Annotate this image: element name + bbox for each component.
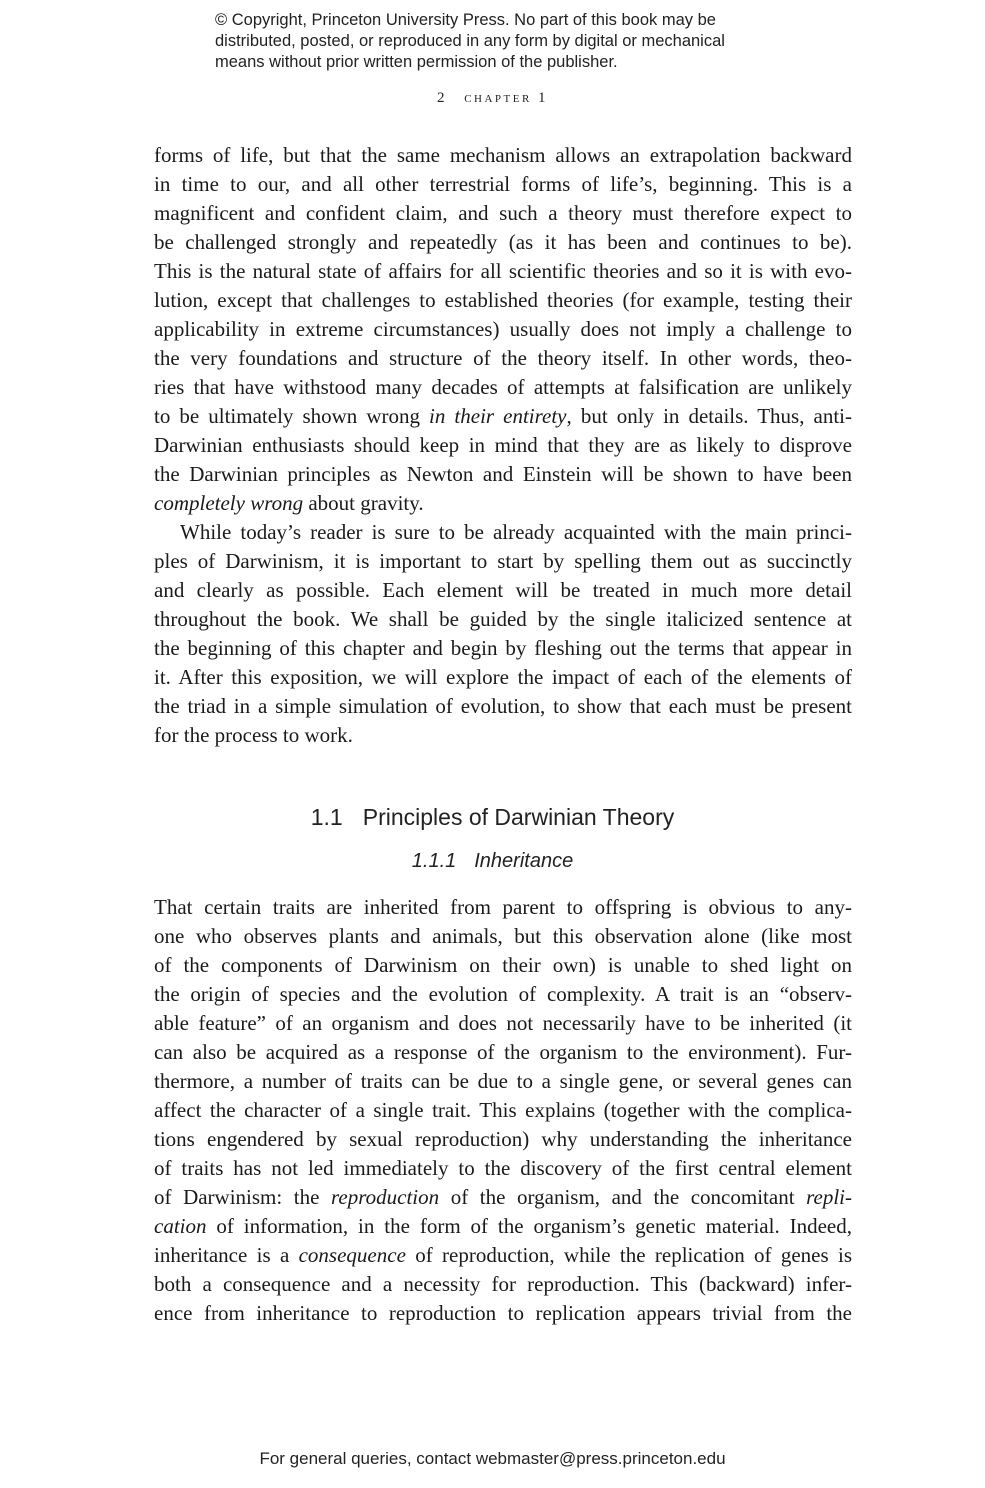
text-line bbox=[154, 1241, 852, 1270]
text-line: the very foundations and structure of the theory itself. In other words, theo- bbox=[154, 346, 852, 370]
copyright-notice bbox=[215, 10, 835, 73]
text-line: it. After this exposition, we will explore the impact of each of the elements of bbox=[154, 665, 852, 689]
text-line: affect the character of a single trait. This explains (together with the complica- bbox=[154, 1098, 852, 1122]
text-run: of the organism, and the concomitant bbox=[439, 1185, 807, 1209]
italic-text: cation bbox=[154, 1214, 207, 1238]
italic-text: reproduction bbox=[331, 1185, 440, 1209]
page-number: 2 bbox=[436, 90, 445, 106]
text-line: of the components of Darwinism on their own) is unable to shed light on bbox=[154, 953, 852, 977]
text-line: both a consequence and a necessity for reproduction. This (backward) infer- bbox=[154, 1272, 852, 1296]
text-line: ence from inheritance to reproduction to replication appears trivial from the bbox=[154, 1301, 852, 1325]
section-number: 1.1 bbox=[310, 804, 343, 830]
italic-text: completely wrong bbox=[154, 491, 304, 515]
text-line: and clearly as possible. Each element will be treated in much more detail bbox=[154, 578, 852, 602]
text-line: able feature” of an organism and does not necessarily have to be inherited (it bbox=[154, 1011, 852, 1035]
text-line: for the process to work. bbox=[154, 723, 353, 747]
text-line: the origin of species and the evolution of complexity. A trait is an “observ- bbox=[154, 982, 852, 1006]
text-line: Darwinian enthusiasts should keep in mind that they are as likely to disprove bbox=[154, 433, 852, 457]
text-line: lution, except that challenges to established theories (for example, testing their bbox=[154, 288, 852, 312]
paragraph bbox=[154, 141, 852, 518]
text-line: throughout the book. We shall be guided by the single italicized sentence at bbox=[154, 607, 852, 631]
italic-text: in their entirety bbox=[429, 404, 567, 428]
text-line: This is the natural state of affairs for all scientific theories and so it is with evo- bbox=[154, 259, 852, 283]
text-line: ries that have withstood many decades of attempts at falsification are unlikely bbox=[154, 375, 852, 399]
italic-text: repli- bbox=[806, 1185, 852, 1209]
chapter-label: chapter 1 bbox=[464, 90, 549, 106]
text-line: applicability in extreme circumstances) usually does not imply a challenge to bbox=[154, 317, 852, 341]
text-run: about gravity. bbox=[303, 491, 424, 515]
text-line: of traits has not led immediately to the discovery of the first central element bbox=[154, 1156, 852, 1180]
copyright-line: means without prior written permission of the publisher. bbox=[215, 53, 618, 71]
section-heading bbox=[0, 804, 985, 831]
section-title: Principles of Darwinian Theory bbox=[362, 804, 675, 830]
text-run: , but only in details. Thus, anti- bbox=[566, 404, 852, 428]
text-run: to be ultimately shown wrong bbox=[154, 404, 430, 428]
text-line: be challenged strongly and repeatedly (as it has been and continues to be). bbox=[154, 230, 852, 254]
text-line: magnificent and confident claim, and such a theory must therefore expect to bbox=[154, 201, 852, 225]
footer-contact: For general queries, contact webmaster@press.princeton.edu bbox=[259, 1449, 726, 1468]
text-line: While today’s reader is sure to be already acquainted with the main princi- bbox=[180, 520, 852, 544]
copyright-line: distributed, posted, or reproduced in any form by digital or mechanical bbox=[215, 32, 725, 50]
text-line: the triad in a simple simulation of evolution, to show that each must be present bbox=[154, 694, 852, 718]
subsection-heading bbox=[0, 850, 985, 873]
running-head bbox=[0, 90, 985, 107]
text-line: forms of life, but that the same mechanism allows an extrapolation backward bbox=[154, 143, 852, 167]
text-line bbox=[154, 402, 852, 431]
text-line bbox=[154, 1212, 852, 1241]
text-run: of information, in the form of the organism’s genetic material. Indeed, bbox=[206, 1214, 852, 1238]
paragraph bbox=[154, 893, 852, 1328]
text-run: inheritance is a bbox=[154, 1243, 299, 1267]
body-text-bottom bbox=[154, 893, 852, 1328]
text-line: one who observes plants and animals, but this observation alone (like most bbox=[154, 924, 852, 948]
text-line: in time to our, and all other terrestrial forms of life’s, beginning. This is a bbox=[154, 172, 852, 196]
text-line: the beginning of this chapter and begin by fleshing out the terms that appear in bbox=[154, 636, 852, 660]
text-line: can also be acquired as a response of the organism to the environment). Fur- bbox=[154, 1040, 852, 1064]
body-text-top bbox=[154, 141, 852, 750]
text-line: the Darwinian principles as Newton and Einstein will be shown to have been bbox=[154, 462, 852, 486]
text-line: thermore, a number of traits can be due to a single gene, or several genes can bbox=[154, 1069, 852, 1093]
text-line bbox=[154, 489, 852, 518]
copyright-line: © Copyright, Princeton University Press. No part of this book may be bbox=[215, 11, 716, 29]
text-line: tions engendered by sexual reproduction) why understanding the inheritance bbox=[154, 1127, 852, 1151]
subsection-title: Inheritance bbox=[474, 850, 574, 872]
text-run: of Darwinism: the bbox=[154, 1185, 332, 1209]
text-line: ples of Darwinism, it is important to start by spelling them out as succinctly bbox=[154, 549, 852, 573]
subsection-number: 1.1.1 bbox=[411, 850, 457, 872]
text-line: That certain traits are inherited from parent to offspring is obvious to any- bbox=[154, 895, 852, 919]
italic-text: consequence bbox=[298, 1243, 406, 1267]
text-line bbox=[154, 1183, 852, 1212]
paragraph bbox=[154, 518, 852, 750]
text-run: of reproduction, while the replication of genes is bbox=[405, 1243, 852, 1267]
